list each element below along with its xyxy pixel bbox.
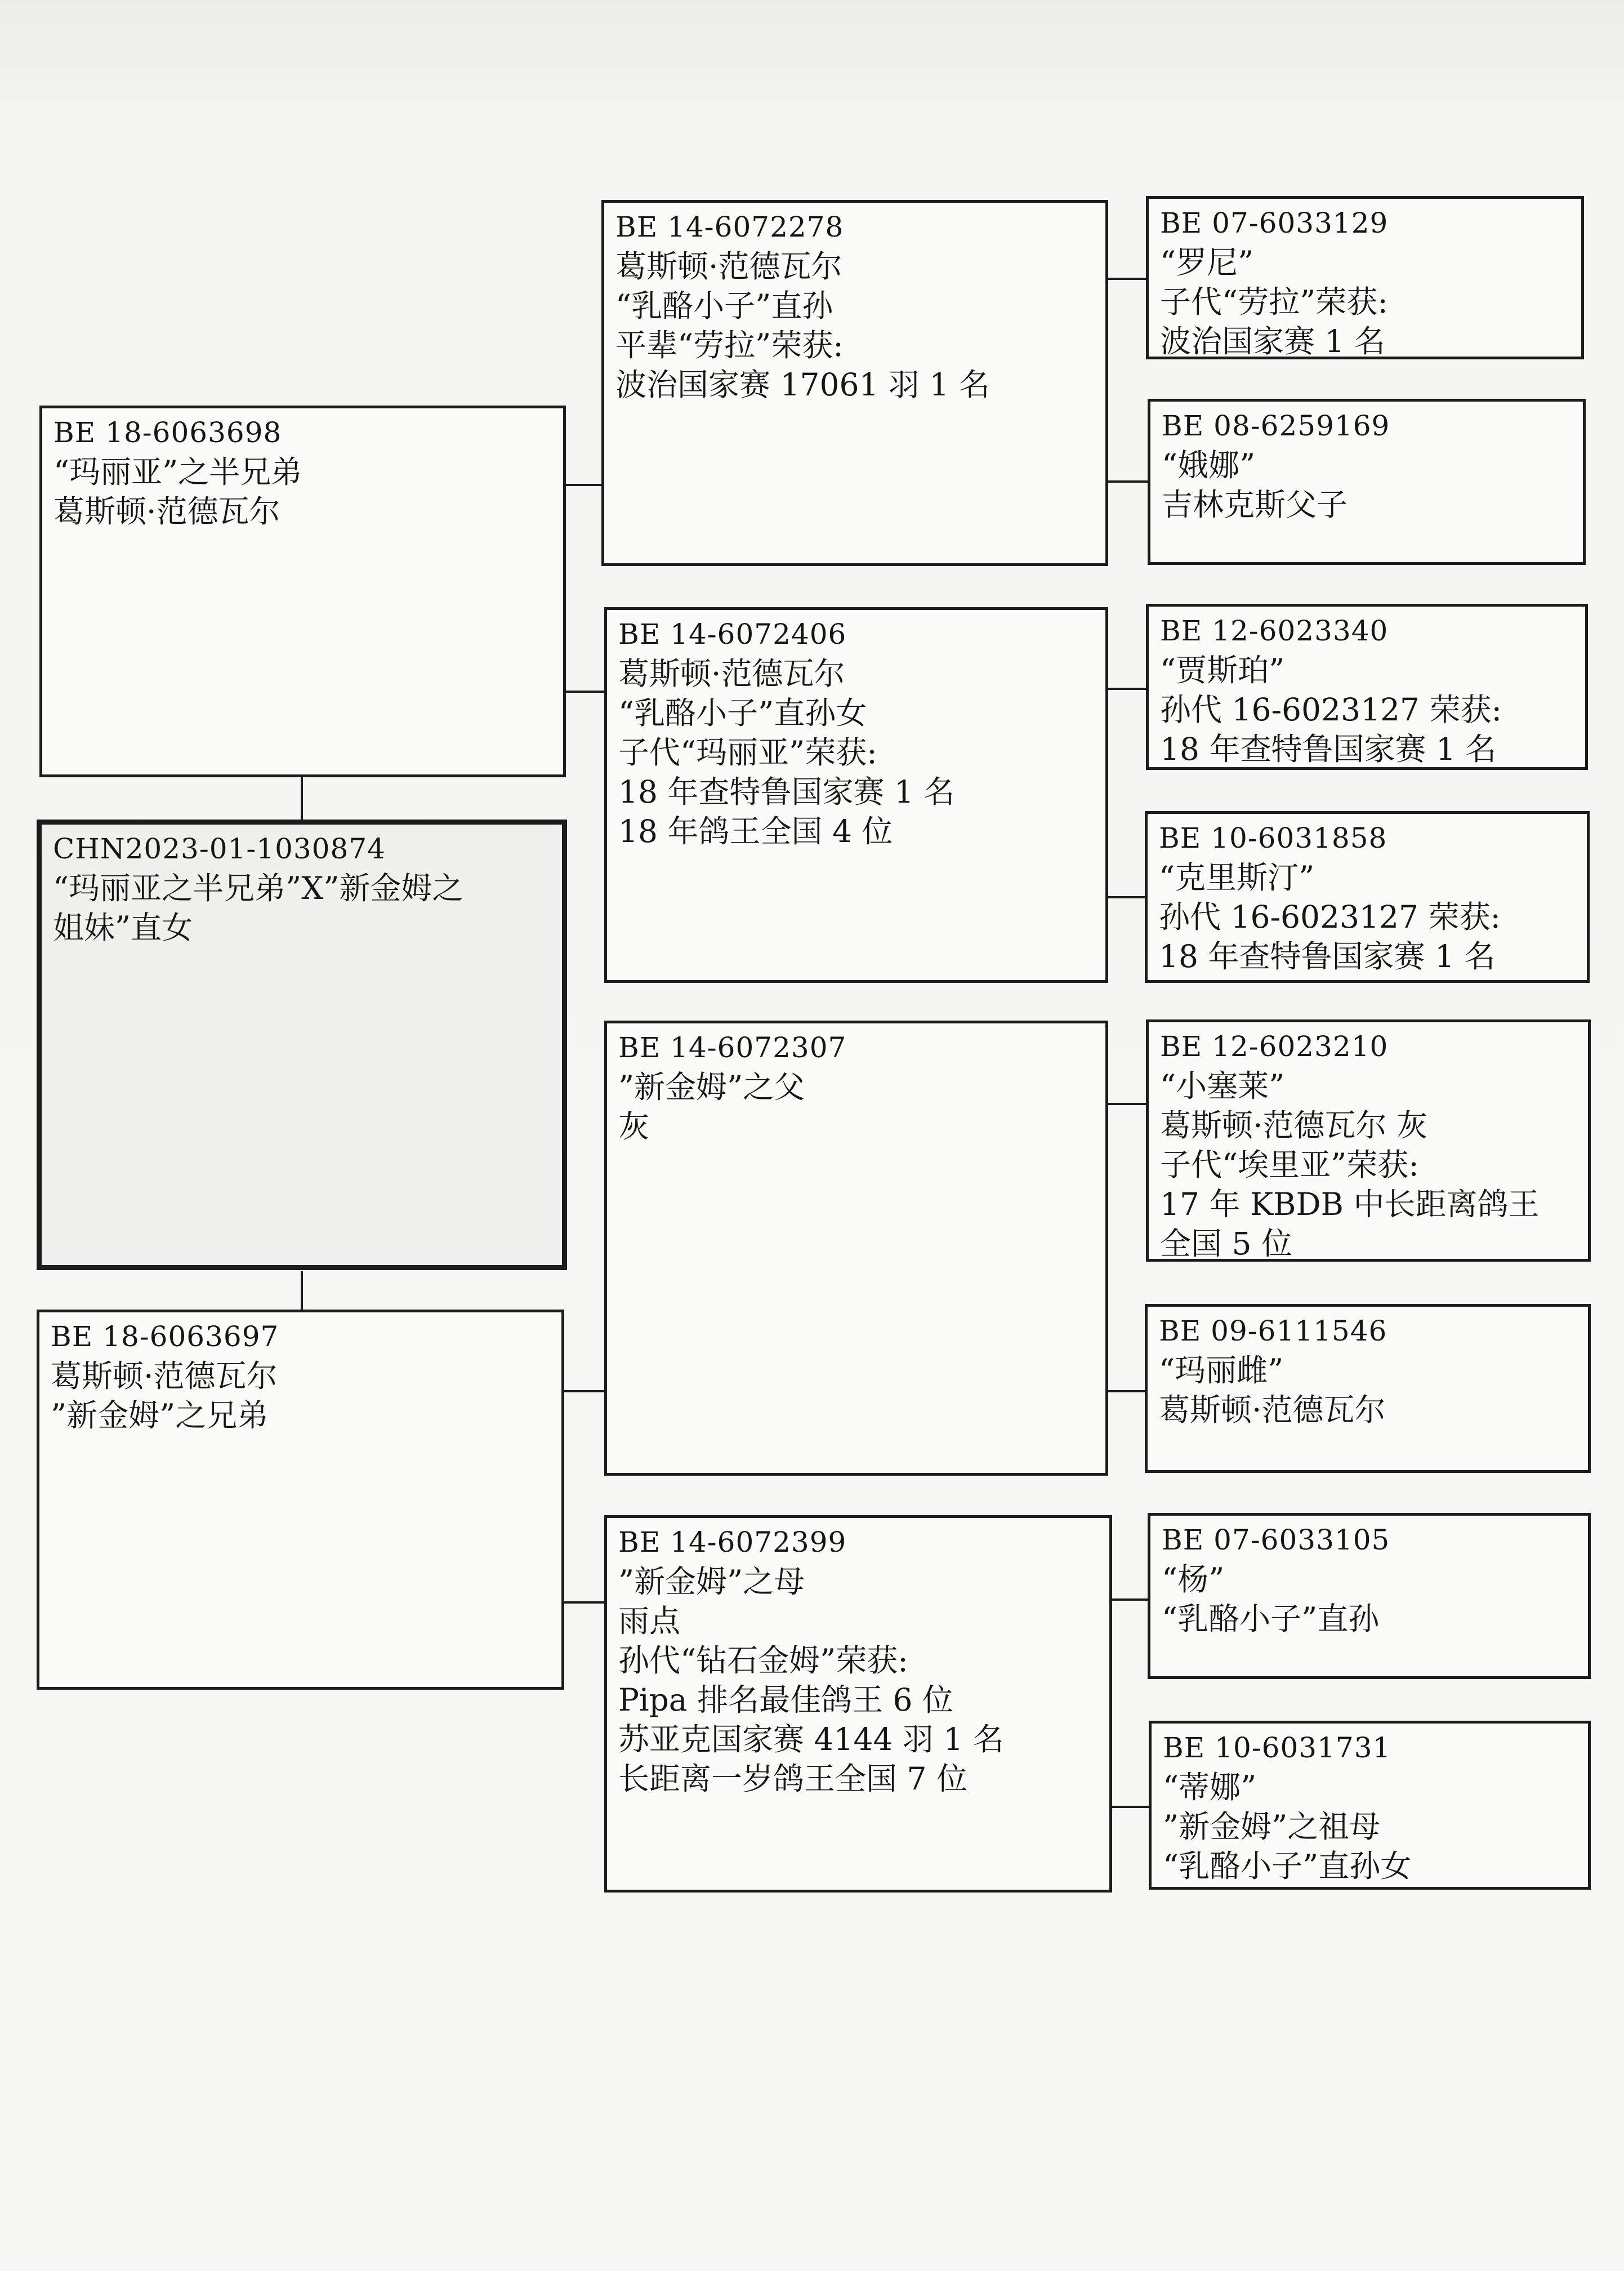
great-grandparent-line: “娥娜”	[1162, 447, 1256, 483]
subject-line: 姐妹”直女	[53, 910, 193, 946]
grandparent-line: ”新金姆”之母	[618, 1564, 805, 1600]
great-grandparent-ring-number: BE 07-6033129	[1160, 207, 1389, 239]
great-grandparent-line: “杨”	[1162, 1561, 1225, 1597]
great-grandparent-box	[1146, 196, 1584, 359]
great-grandparent-line: 孙代 16-6023127 荣获:	[1159, 899, 1501, 935]
great-grandparent-box	[1145, 811, 1590, 983]
grandparent-sire-sire-box	[601, 200, 1108, 566]
dam-line: 葛斯顿·范德瓦尔	[51, 1358, 278, 1394]
grandparent-ring-number: BE 14-6072406	[618, 618, 847, 651]
grandparent-line: 18 年查特鲁国家赛 1 名	[618, 774, 955, 810]
great-grandparent-ring-number: BE 10-6031858	[1159, 822, 1387, 854]
great-grandparent-line: 子代“埃里亚”荣获:	[1160, 1147, 1419, 1183]
dam-line: ”新金姆”之兄弟	[51, 1397, 269, 1433]
grandparent-line: 波治国家赛 17061 羽 1 名	[615, 367, 990, 403]
grandparent-ring-number: BE 14-6072307	[618, 1031, 847, 1064]
great-grandparent-box	[1146, 604, 1588, 770]
grandparent-dam-dam-box	[604, 1515, 1112, 1893]
dam-ring-number: BE 18-6063697	[51, 1320, 279, 1353]
great-grandparent-ring-number: BE 09-6111546	[1159, 1315, 1387, 1347]
subject-ring-number: CHN2023-01-1030874	[53, 832, 386, 865]
great-grandparent-line: “乳酪小子”直孙女	[1163, 1848, 1412, 1884]
grandparent-line: 葛斯顿·范德瓦尔	[615, 248, 842, 284]
great-grandparent-ring-number: BE 08-6259169	[1162, 409, 1390, 442]
great-grandparent-line: “克里斯汀”	[1159, 860, 1315, 896]
grandparent-dam-sire-box	[604, 1021, 1108, 1476]
great-grandparent-ring-number: BE 12-6023340	[1160, 614, 1389, 647]
grandparent-sire-dam-box	[604, 607, 1108, 983]
great-grandparent-line: “玛丽雌”	[1159, 1352, 1284, 1388]
great-grandparent-line: ”新金姆”之祖母	[1163, 1809, 1381, 1845]
great-grandparent-ring-number: BE 07-6033105	[1162, 1524, 1390, 1556]
grandparent-line: 雨点	[618, 1603, 681, 1639]
grandparent-line: 18 年鸽王全国 4 位	[618, 813, 893, 849]
sire-line: “玛丽亚”之半兄弟	[53, 454, 302, 490]
subject-line: “玛丽亚之半兄弟”X”新金姆之	[53, 870, 463, 906]
grandparent-line: 长距离一岁鸽王全国 7 位	[618, 1761, 967, 1797]
grandparent-line: 葛斯顿·范德瓦尔	[618, 656, 845, 692]
great-grandparent-line: 子代“劳拉”荣获:	[1160, 284, 1388, 320]
great-grandparent-line: 全国 5 位	[1160, 1226, 1292, 1262]
great-grandparent-box	[1146, 1019, 1591, 1262]
great-grandparent-line: “贾斯珀”	[1160, 652, 1285, 688]
grandparent-line: 孙代“钻石金姆”荣获:	[618, 1642, 908, 1678]
grandparent-ring-number: BE 14-6072278	[615, 211, 844, 243]
sire-ring-number: BE 18-6063698	[53, 416, 282, 449]
great-grandparent-box	[1145, 1304, 1591, 1473]
great-grandparent-box	[1148, 1513, 1591, 1679]
grandparent-line: “乳酪小子”直孙女	[618, 695, 867, 731]
great-grandparent-line: 葛斯顿·范德瓦尔	[1159, 1392, 1386, 1428]
dam-box	[37, 1310, 564, 1690]
grandparent-line: 灰	[618, 1108, 650, 1145]
great-grandparent-box	[1148, 399, 1586, 565]
grandparent-line: 平辈“劳拉”荣获:	[615, 327, 844, 363]
great-grandparent-line: 17 年 KBDB 中长距离鸽王	[1160, 1186, 1540, 1222]
great-grandparent-ring-number: BE 10-6031731	[1163, 1731, 1391, 1764]
sire-line: 葛斯顿·范德瓦尔	[53, 493, 280, 529]
grandparent-line: 苏亚克国家赛 4144 羽 1 名	[618, 1721, 1004, 1757]
great-grandparent-line: 波治国家赛 1 名	[1160, 323, 1385, 359]
grandparent-line: Pipa 排名最佳鸽王 6 位	[618, 1682, 954, 1718]
sire-box	[39, 406, 566, 777]
great-grandparent-line: “蒂娜”	[1163, 1769, 1257, 1805]
great-grandparent-line: “乳酪小子”直孙	[1162, 1601, 1380, 1637]
subject-pigeon-box	[37, 820, 567, 1270]
great-grandparent-line: 18 年查特鲁国家赛 1 名	[1159, 938, 1496, 974]
grandparent-line: 子代“玛丽亚”荣获:	[618, 734, 877, 771]
great-grandparent-line: 葛斯顿·范德瓦尔 灰	[1160, 1107, 1427, 1143]
great-grandparent-line: 孙代 16-6023127 荣获:	[1160, 692, 1502, 728]
great-grandparent-box	[1149, 1721, 1591, 1890]
great-grandparent-line: 18 年查特鲁国家赛 1 名	[1160, 731, 1497, 767]
great-grandparent-line: “小塞莱”	[1160, 1068, 1285, 1104]
great-grandparent-line: “罗尼”	[1160, 244, 1254, 280]
great-grandparent-line: 吉林克斯父子	[1162, 487, 1348, 523]
great-grandparent-ring-number: BE 12-6023210	[1160, 1030, 1389, 1063]
grandparent-line: ”新金姆”之父	[618, 1069, 805, 1105]
grandparent-ring-number: BE 14-6072399	[618, 1526, 847, 1558]
grandparent-line: “乳酪小子”直孙	[615, 288, 833, 324]
